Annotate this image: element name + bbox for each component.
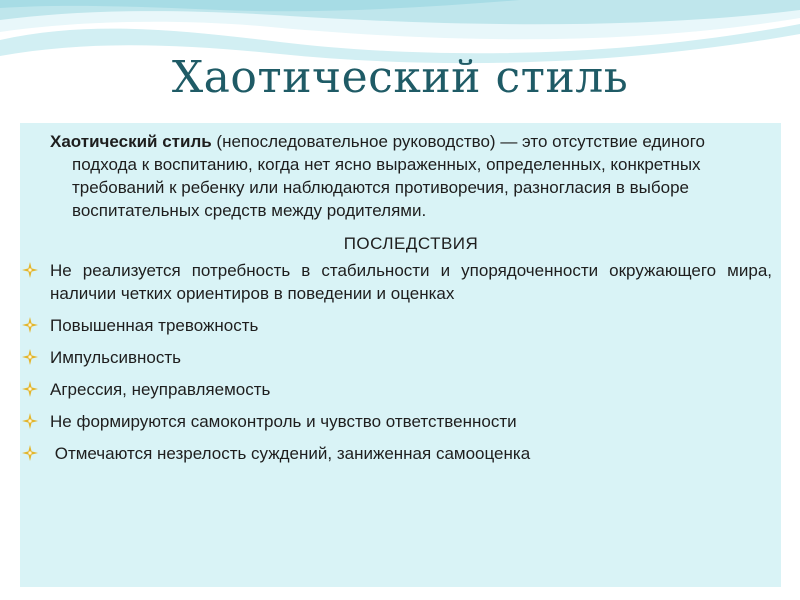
- list-item-text: Повышенная тревожность: [50, 316, 259, 335]
- list-item-text: Агрессия, неуправляемость: [50, 380, 271, 399]
- list-item: [22, 410, 772, 433]
- intro-paragraph: [50, 130, 772, 222]
- intro-definition: (непоследовательное руководство) — это отсутствие единого подхода к воспитанию, когда нет ясно выраженных, определенных, конкретных требований к ребенку или наблюдаются противоречия, разногласия в выборе воспитательных средств между родителями.: [72, 132, 706, 220]
- list-item: [22, 259, 772, 305]
- star-diamond-bullet-icon: [22, 317, 38, 333]
- intro-term: Хаотический стиль: [50, 132, 212, 151]
- list-item: [22, 314, 772, 337]
- list-item-text: Отмечаются незрелость суждений, заниженная самооценка: [50, 444, 531, 463]
- consequences-list: [22, 259, 772, 465]
- star-diamond-bullet-icon: [22, 349, 38, 365]
- star-diamond-bullet-icon: [22, 413, 38, 429]
- list-item: [22, 378, 772, 401]
- list-item-text: Импульсивность: [50, 348, 182, 367]
- list-item: [22, 442, 772, 465]
- list-item-text: Не реализуется потребность в стабильности и упорядоченности окружающего мира, наличии четких ориентиров в поведении и оценках: [50, 261, 772, 303]
- star-diamond-bullet-icon: [22, 381, 38, 397]
- slide-title: Хаотический стиль: [171, 52, 629, 103]
- star-diamond-bullet-icon: [22, 262, 38, 278]
- list-item: [22, 346, 772, 369]
- star-diamond-bullet-icon: [22, 445, 38, 461]
- list-item-text: Не формируются самоконтроль и чувство ответственности: [50, 412, 517, 431]
- slide-body: [50, 130, 772, 474]
- consequences-heading: ПОСЛЕДСТВИЯ: [343, 234, 479, 253]
